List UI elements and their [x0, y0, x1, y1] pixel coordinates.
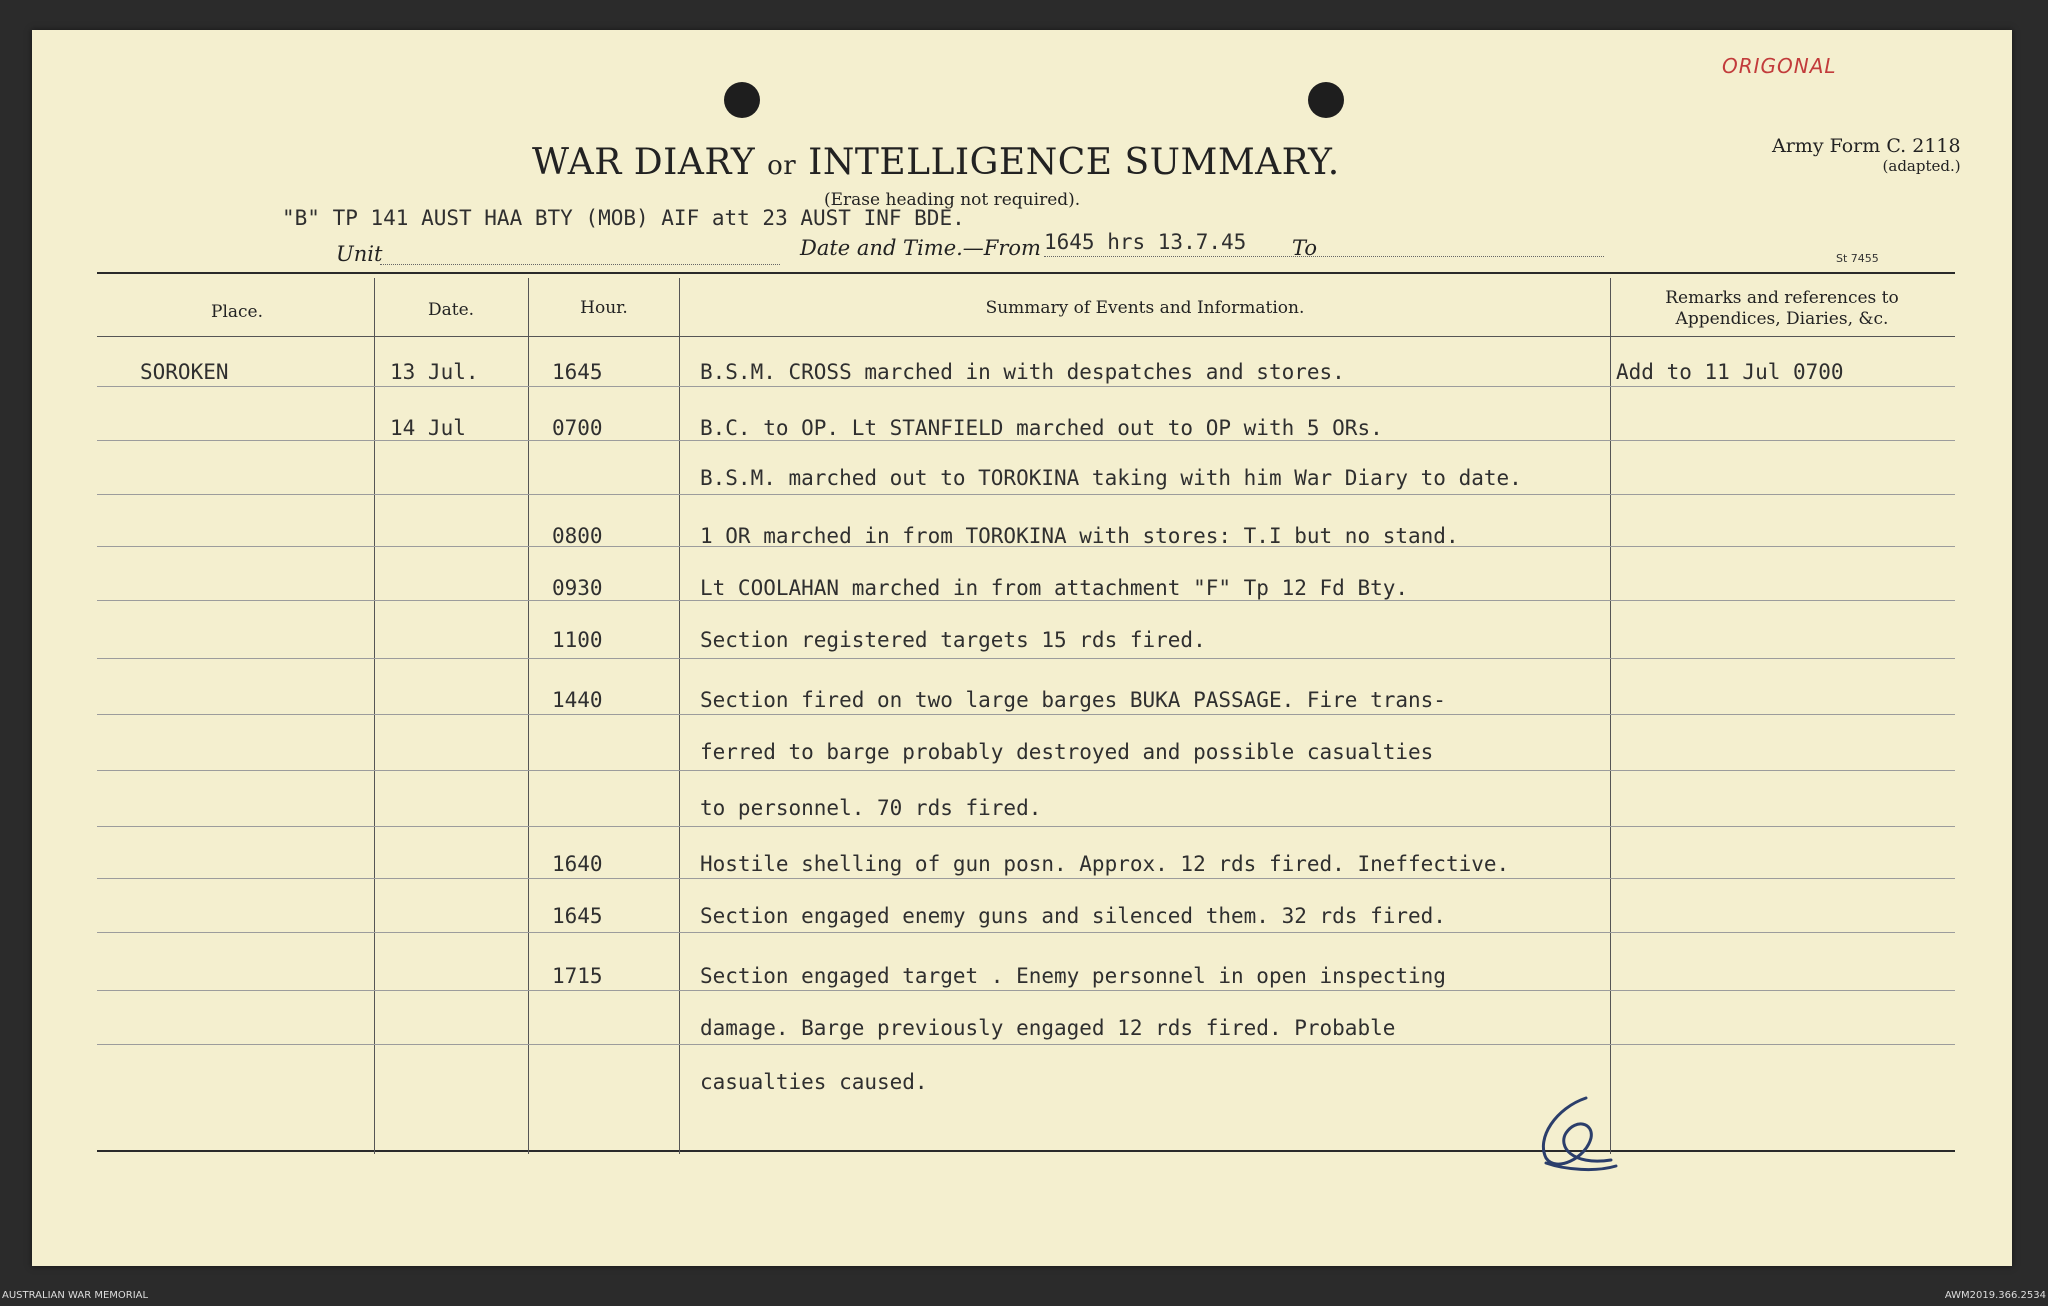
row-summary: Section engaged enemy guns and silenced them. 32 rds fired.: [700, 904, 1446, 928]
header-rule: [97, 336, 1955, 337]
row-rule: [97, 494, 1955, 495]
date-label: [800, 236, 1041, 260]
column-divider: [528, 278, 529, 1154]
date-value: 1645 hrs 13.7.45: [1044, 230, 1247, 254]
army-form-ref: [1772, 136, 1961, 176]
punch-hole: [1308, 82, 1344, 118]
row-summary: B.C. to OP. Lt STANFIELD marched out to OP with 5 ORs.: [700, 416, 1383, 440]
unit-label: Unit: [336, 242, 383, 266]
row-rule: [97, 990, 1955, 991]
row-hour: 1715: [552, 964, 603, 988]
col-remarks-line2: Appendices, Diaries, &c.: [1675, 309, 1889, 329]
unit-dotted-line: [380, 264, 780, 265]
row-rule: [97, 386, 1955, 387]
row-hour: 0930: [552, 576, 603, 600]
col-remarks: [1612, 288, 1952, 330]
column-divider: [1610, 278, 1611, 1154]
row-hour: 1100: [552, 628, 603, 652]
row-place: SOROKEN: [140, 360, 229, 384]
army-form-number: Army Form C. 2118: [1772, 135, 1961, 157]
form-title: [532, 142, 1340, 183]
row-summary: 1 OR marched in from TOROKINA with stores: T.I but no stand.: [700, 524, 1459, 548]
row-summary: Hostile shelling of gun posn. Approx. 12 rds fired. Ineffective.: [700, 852, 1510, 876]
column-divider: [679, 278, 680, 1154]
date-to-label: To: [1292, 236, 1318, 260]
unit-value: "B" TP 141 AUST HAA BTY (MOB) AIF att 23 AUST INF BDE.: [282, 206, 965, 230]
row-summary: B.S.M. marched out to TOROKINA taking with him War Diary to date.: [700, 466, 1522, 490]
row-rule: [97, 932, 1955, 933]
row-date: 14 Jul: [390, 416, 466, 440]
row-summary: B.S.M. CROSS marched in with despatches and stores.: [700, 360, 1345, 384]
row-summary: damage. Barge previously engaged 12 rds fired. Probable: [700, 1016, 1396, 1040]
row-summary: Lt COOLAHAN marched in from attachment "F" Tp 12 Fd Bty.: [700, 576, 1409, 600]
footer-credit: AUSTRALIAN WAR MEMORIAL: [2, 1290, 149, 1301]
footer-accession: AWM2019.366.2534: [1944, 1290, 2046, 1301]
row-rule: [97, 600, 1955, 601]
erase-note: (Erase heading not required).: [824, 190, 1081, 210]
row-summary: Section registered targets 15 rds fired.: [700, 628, 1206, 652]
row-summary: ferred to barge probably destroyed and possible casualties: [700, 740, 1434, 764]
row-summary: casualties caused.: [700, 1070, 928, 1094]
row-remarks: Add to 11 Jul 0700: [1616, 360, 1844, 384]
table-top-rule: [97, 272, 1955, 274]
row-date: 13 Jul.: [390, 360, 479, 384]
initials-signature: [1516, 1088, 1626, 1178]
col-date: Date.: [427, 300, 475, 320]
row-summary: Section fired on two large barges BUKA PASSAGE. Fire trans-: [700, 688, 1446, 712]
row-summary: to personnel. 70 rds fired.: [700, 796, 1042, 820]
row-summary: Section engaged target . Enemy personnel in open inspecting: [700, 964, 1446, 988]
row-hour: 0700: [552, 416, 603, 440]
column-divider: [374, 278, 375, 1154]
row-rule: [97, 658, 1955, 659]
punch-hole: [724, 82, 760, 118]
row-rule: [97, 546, 1955, 547]
row-hour: 1645: [552, 360, 603, 384]
row-rule: [97, 714, 1955, 715]
date-from-label: Date and Time.—From: [800, 236, 1041, 260]
row-hour: 1640: [552, 852, 603, 876]
row-hour: 1440: [552, 688, 603, 712]
row-rule: [97, 826, 1955, 827]
col-place: Place.: [211, 302, 263, 322]
form-serial: St 7455: [1836, 252, 1879, 265]
date-dotted-line: [1044, 256, 1604, 257]
row-rule: [97, 770, 1955, 771]
diary-sheet: [32, 30, 2012, 1266]
row-rule: [97, 1044, 1955, 1045]
original-stamp: ORIGONAL: [1722, 54, 1837, 78]
row-rule: [97, 878, 1955, 879]
col-hour: Hour.: [580, 298, 628, 318]
title-right: INTELLIGENCE SUMMARY.: [808, 142, 1340, 183]
row-hour: 0800: [552, 524, 603, 548]
army-form-adapted: (adapted.): [1882, 157, 1961, 175]
col-remarks-line1: Remarks and references to: [1665, 288, 1899, 308]
title-or: or: [767, 151, 797, 181]
row-hour: 1645: [552, 904, 603, 928]
title-left: WAR DIARY: [532, 142, 756, 183]
table-bottom-rule: [97, 1150, 1955, 1152]
col-summary: Summary of Events and Information.: [985, 298, 1305, 318]
row-rule: [97, 440, 1955, 441]
